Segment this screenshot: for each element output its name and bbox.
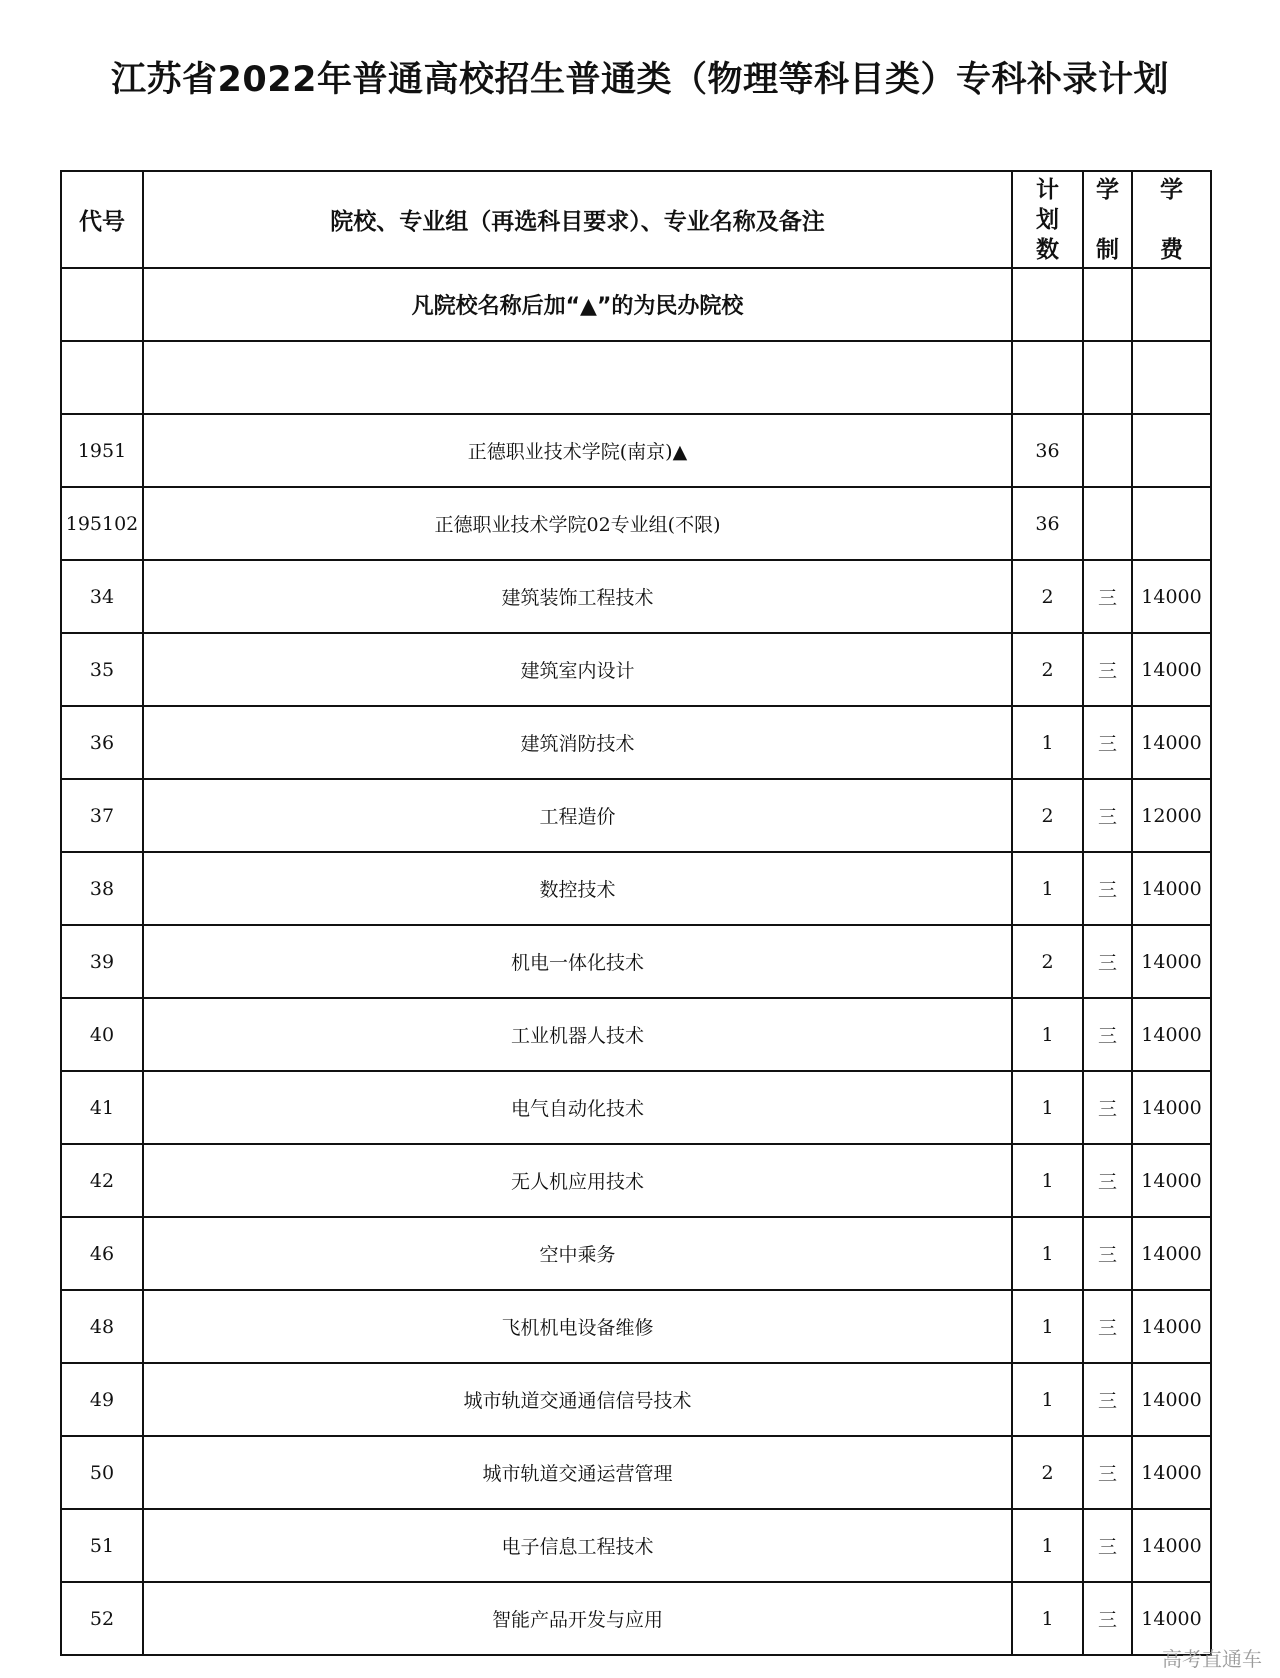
row-code: 46 <box>61 1217 143 1290</box>
row-name: 建筑室内设计 <box>143 633 1012 706</box>
row-code: 48 <box>61 1290 143 1363</box>
row-name: 数控技术 <box>143 852 1012 925</box>
row-fee: 14000 <box>1132 998 1211 1071</box>
row-plan: 1 <box>1012 1363 1083 1436</box>
row-code: 36 <box>61 706 143 779</box>
header-plan-char: 数 <box>1036 236 1059 263</box>
table-row <box>61 925 1211 998</box>
row-code: 41 <box>61 1071 143 1144</box>
watermark: 高考直通车 <box>1162 1647 1262 1671</box>
header-fee-char: 费 <box>1160 236 1183 263</box>
row-name: 电子信息工程技术 <box>143 1509 1012 1582</box>
row-years: 三 <box>1083 706 1132 779</box>
row-fee: 14000 <box>1132 560 1211 633</box>
row-years: 三 <box>1083 1509 1132 1582</box>
row-code: 49 <box>61 1363 143 1436</box>
row-name: 建筑消防技术 <box>143 706 1012 779</box>
table-row <box>61 1217 1211 1290</box>
row-name: 无人机应用技术 <box>143 1144 1012 1217</box>
row-code: 38 <box>61 852 143 925</box>
header-years-char: 学 <box>1096 176 1119 203</box>
row-plan: 2 <box>1012 1436 1083 1509</box>
row-years: 三 <box>1083 1290 1132 1363</box>
row-code: 42 <box>61 1144 143 1217</box>
header-fee-char: 学 <box>1160 176 1183 203</box>
row-fee <box>1132 414 1211 487</box>
table-row <box>61 633 1211 706</box>
row-plan: 2 <box>1012 560 1083 633</box>
row-years: 三 <box>1083 925 1132 998</box>
row-fee: 12000 <box>1132 779 1211 852</box>
table-row <box>61 1509 1211 1582</box>
row-plan: 2 <box>1012 925 1083 998</box>
table-row <box>61 1582 1211 1655</box>
note-row <box>61 268 1211 341</box>
header-plan <box>1012 171 1083 268</box>
row-name: 建筑装饰工程技术 <box>143 560 1012 633</box>
row-fee: 14000 <box>1132 1071 1211 1144</box>
row-years: 三 <box>1083 1582 1132 1655</box>
row-fee: 14000 <box>1132 1290 1211 1363</box>
table-row <box>61 414 1211 487</box>
row-plan: 1 <box>1012 1217 1083 1290</box>
row-fee: 14000 <box>1132 706 1211 779</box>
row-fee: 14000 <box>1132 1509 1211 1582</box>
table-row <box>61 852 1211 925</box>
row-fee: 14000 <box>1132 633 1211 706</box>
header-name: 院校、专业组（再选科目要求）、专业名称及备注 <box>143 171 1012 268</box>
row-plan: 2 <box>1012 779 1083 852</box>
row-name: 飞机机电设备维修 <box>143 1290 1012 1363</box>
table-row <box>61 487 1211 560</box>
row-plan: 1 <box>1012 1071 1083 1144</box>
table-row <box>61 779 1211 852</box>
row-fee <box>1132 487 1211 560</box>
row-years <box>1083 487 1132 560</box>
row-years: 三 <box>1083 1363 1132 1436</box>
row-code: 40 <box>61 998 143 1071</box>
row-fee: 14000 <box>1132 852 1211 925</box>
row-code: 195102 <box>61 487 143 560</box>
row-code: 1951 <box>61 414 143 487</box>
header-fee <box>1132 171 1211 268</box>
row-fee: 14000 <box>1132 1363 1211 1436</box>
row-years: 三 <box>1083 1144 1132 1217</box>
header-plan-char: 划 <box>1036 206 1059 233</box>
row-name: 正德职业技术学院(南京)▲ <box>143 414 1012 487</box>
row-name: 工业机器人技术 <box>143 998 1012 1071</box>
private-school-note: 凡院校名称后加“▲”的为民办院校 <box>143 268 1012 341</box>
row-code: 34 <box>61 560 143 633</box>
row-fee: 14000 <box>1132 1217 1211 1290</box>
row-name: 机电一体化技术 <box>143 925 1012 998</box>
row-years: 三 <box>1083 852 1132 925</box>
table-row <box>61 1071 1211 1144</box>
table-row <box>61 560 1211 633</box>
row-name: 智能产品开发与应用 <box>143 1582 1012 1655</box>
row-name: 城市轨道交通运营管理 <box>143 1436 1012 1509</box>
row-plan: 1 <box>1012 852 1083 925</box>
row-plan: 1 <box>1012 998 1083 1071</box>
row-plan: 2 <box>1012 633 1083 706</box>
row-plan: 1 <box>1012 1144 1083 1217</box>
row-years: 三 <box>1083 1436 1132 1509</box>
row-years <box>1083 414 1132 487</box>
row-name: 电气自动化技术 <box>143 1071 1012 1144</box>
row-years: 三 <box>1083 1071 1132 1144</box>
header-years-char: 制 <box>1096 236 1119 263</box>
row-plan: 1 <box>1012 706 1083 779</box>
table-row <box>61 1436 1211 1509</box>
header-code: 代号 <box>61 171 143 268</box>
blank-row <box>61 341 1211 414</box>
table-row <box>61 1363 1211 1436</box>
row-plan: 36 <box>1012 487 1083 560</box>
row-fee: 14000 <box>1132 1436 1211 1509</box>
row-name: 正德职业技术学院02专业组(不限) <box>143 487 1012 560</box>
page-title: 江苏省2022年普通高校招生普通类（物理等科目类）专科补录计划 <box>111 60 1169 100</box>
row-plan: 36 <box>1012 414 1083 487</box>
row-name: 工程造价 <box>143 779 1012 852</box>
row-plan: 1 <box>1012 1509 1083 1582</box>
row-name: 空中乘务 <box>143 1217 1012 1290</box>
table-row <box>61 1144 1211 1217</box>
row-years: 三 <box>1083 779 1132 852</box>
header-plan-char: 计 <box>1036 176 1059 203</box>
row-name: 城市轨道交通通信信号技术 <box>143 1363 1012 1436</box>
row-fee: 14000 <box>1132 1144 1211 1217</box>
table-row <box>61 1290 1211 1363</box>
row-years: 三 <box>1083 560 1132 633</box>
row-code: 37 <box>61 779 143 852</box>
row-plan: 1 <box>1012 1582 1083 1655</box>
row-code: 39 <box>61 925 143 998</box>
row-code: 51 <box>61 1509 143 1582</box>
header-row <box>61 171 1211 268</box>
table-row <box>61 998 1211 1071</box>
row-years: 三 <box>1083 998 1132 1071</box>
header-years <box>1083 171 1132 268</box>
row-fee: 14000 <box>1132 1582 1211 1655</box>
row-plan: 1 <box>1012 1290 1083 1363</box>
row-code: 52 <box>61 1582 143 1655</box>
row-years: 三 <box>1083 633 1132 706</box>
plan-table <box>60 170 1212 1656</box>
row-code: 35 <box>61 633 143 706</box>
row-code: 50 <box>61 1436 143 1509</box>
row-fee: 14000 <box>1132 925 1211 998</box>
row-years: 三 <box>1083 1217 1132 1290</box>
table-row <box>61 706 1211 779</box>
